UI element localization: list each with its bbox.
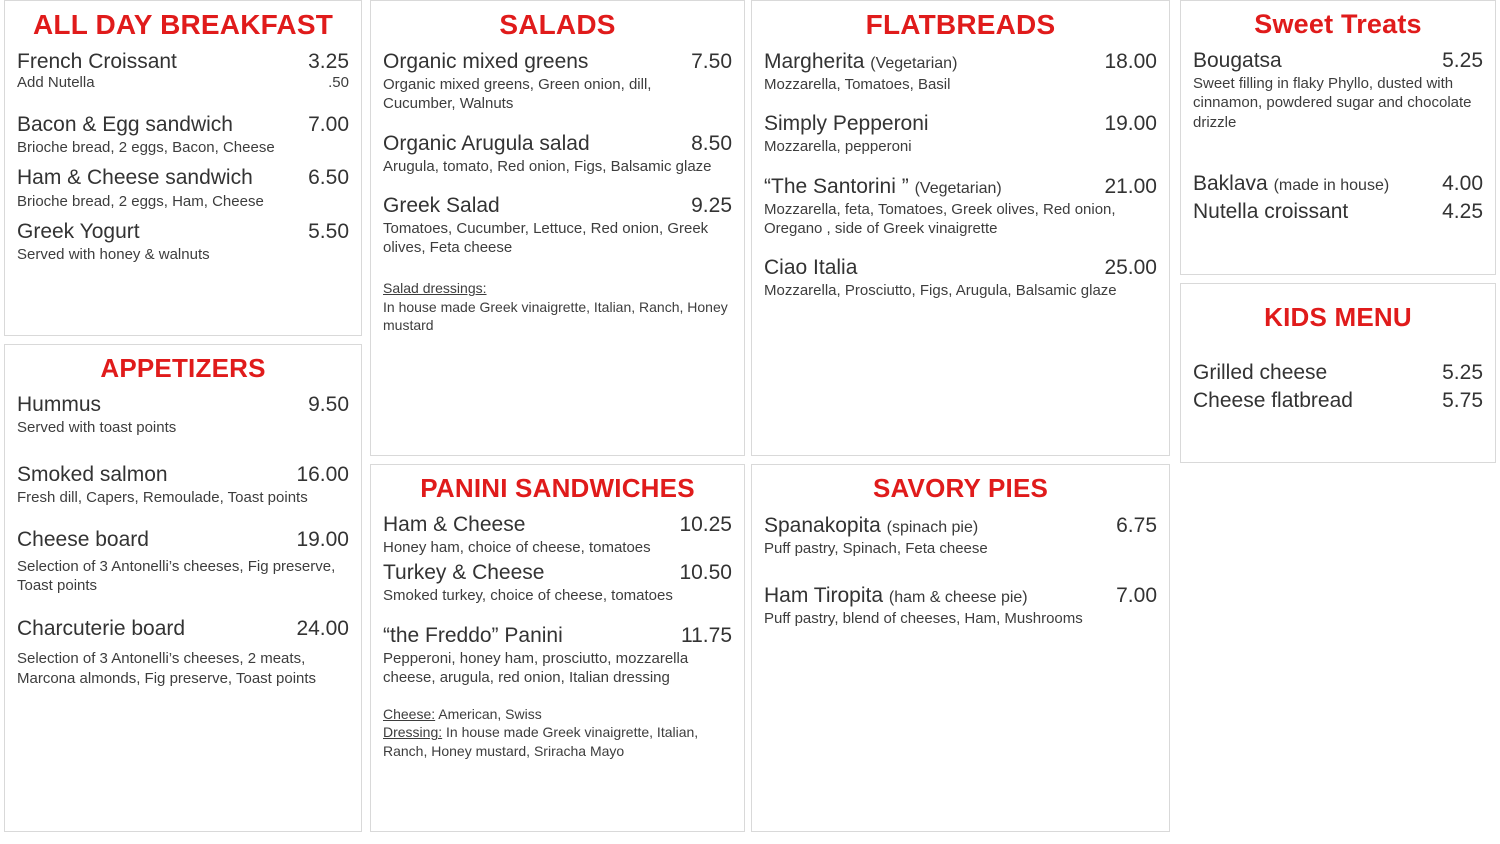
section-title-kids-menu: KIDS MENU: [1264, 302, 1412, 332]
menu-column-3: [751, 0, 1170, 840]
section-title-salads: SALADS: [499, 9, 616, 40]
item-price: 16.00: [296, 463, 349, 487]
section-flatbreads: [751, 0, 1170, 456]
panini-notes: [383, 705, 732, 760]
section-title-savory-pies: SAVORY PIES: [872, 473, 1049, 503]
item-price: 9.50: [308, 393, 349, 416]
item-name: Smoked salmon: [17, 463, 168, 487]
cheese-note: [383, 705, 732, 723]
item-price: 5.75: [1442, 389, 1483, 413]
item-qualifier: (made in house): [1273, 176, 1390, 194]
item-name: Grilled cheese: [1193, 361, 1328, 384]
item-description: Tomatoes, Cucumber, Lettuce, Red onion, Greek olives, Feta cheese: [383, 219, 709, 257]
item-name: Bougatsa: [1193, 49, 1282, 72]
menu-item: [764, 50, 1157, 94]
section-title-all-day-breakfast: ALL DAY BREAKFAST: [32, 9, 334, 40]
item-description: Mozzarella, feta, Tomatoes, Greek olives, Red onion, Oregano , side of Greek vinaigrette: [764, 200, 1116, 237]
menu-item: [764, 175, 1157, 239]
menu-item: [383, 50, 732, 114]
item-description: Mozzarella, Tomatoes, Basil: [764, 76, 951, 94]
menu-item: [17, 393, 349, 437]
item-name: Greek Salad: [383, 193, 500, 217]
item-price: 18.00: [1104, 50, 1157, 73]
item-addon-price: .50: [328, 74, 349, 92]
item-description: Honey ham, choice of cheese, tomatoes: [383, 539, 651, 557]
section-title-flatbreads: FLATBREADS: [865, 9, 1056, 40]
item-price: 9.25: [691, 193, 732, 217]
item-name: Simply Pepperoni: [764, 112, 929, 136]
item-price: 24.00: [296, 617, 349, 641]
item-qualifier: (Vegetarian): [914, 179, 1002, 197]
menu-item: [17, 50, 349, 91]
section-salads: [370, 0, 745, 456]
item-description: Mozzarella, Prosciutto, Figs, Arugula, Balsamic glaze: [764, 282, 1117, 300]
menu-column-4: [1180, 0, 1496, 471]
menu-item: [383, 132, 732, 176]
menu-item: [17, 463, 349, 507]
item-description: Sweet filling in flaky Phyllo, dusted with cinnamon, powdered sugar and chocolate drizzle: [1193, 75, 1472, 131]
item-price: 8.50: [691, 131, 732, 155]
menu-item: [17, 220, 349, 264]
item-description: Brioche bread, 2 eggs, Bacon, Cheese: [17, 139, 275, 157]
item-name: “The Santorini ” (Vegetarian): [764, 174, 1002, 198]
item-name: Charcuterie board: [17, 617, 186, 641]
item-name: French Croissant: [17, 50, 177, 73]
item-name: Spanakopita (spinach pie): [764, 514, 979, 537]
item-price: 4.00: [1442, 171, 1483, 195]
item-price: 25.00: [1104, 256, 1157, 280]
section-savory-pies: [751, 464, 1170, 832]
menu-item: [383, 624, 732, 688]
menu-item: [17, 113, 349, 157]
item-description: Brioche bread, 2 eggs, Ham, Cheese: [17, 192, 264, 210]
item-description: Organic mixed greens, Green onion, dill, Cucumber, Walnuts: [383, 76, 652, 113]
item-description: Mozzarella, pepperoni: [764, 138, 912, 156]
item-price: 7.00: [1116, 584, 1157, 608]
item-price: 7.00: [308, 113, 349, 137]
item-description: Selection of 3 Antonelli’s cheeses, 2 meats, Marcona almonds, Fig preserve, Toast points: [17, 650, 317, 687]
item-description: Arugula, tomato, Red onion, Figs, Balsamic glaze: [383, 157, 712, 175]
item-description: Puff pastry, blend of cheeses, Ham, Mushrooms: [764, 610, 1083, 628]
menu-item: [17, 528, 349, 596]
item-name: Margherita (Vegetarian): [764, 50, 958, 73]
menu-item: [1193, 49, 1483, 132]
menu-item: [764, 514, 1157, 558]
item-price: 5.50: [308, 219, 349, 243]
item-price: 3.25: [308, 50, 349, 73]
menu-item: [764, 256, 1157, 300]
menu-item: [1193, 361, 1483, 385]
item-name: Baklava (made in house): [1193, 171, 1390, 195]
note-text: In house made Greek vinaigrette, Italian, Ranch, Honey mustard: [383, 298, 728, 333]
note-label: Cheese:: [383, 706, 436, 723]
section-appetizers: [4, 344, 362, 832]
menu-item: [17, 166, 349, 210]
item-name: Greek Yogurt: [17, 219, 140, 243]
item-name: “the Freddo” Panini: [383, 623, 563, 647]
item-name: Turkey & Cheese: [383, 561, 545, 585]
menu-column-2: [370, 0, 745, 840]
item-name: Cheese flatbread: [1193, 389, 1353, 413]
note-text: In house made Greek vinaigrette, Italian, Ranch, Honey mustard, Sriracha Mayo: [383, 724, 699, 759]
menu-item: [1193, 389, 1483, 413]
item-description: Pepperoni, honey ham, prosciutto, mozzarella cheese, arugula, red onion, Italian dressing: [383, 649, 689, 686]
menu-item: [764, 112, 1157, 156]
item-name: Nutella croissant: [1193, 199, 1349, 223]
item-name: Ham & Cheese: [383, 513, 526, 536]
item-price: 7.50: [691, 50, 732, 73]
item-name: Ham Tiropita (ham & cheese pie): [764, 584, 1028, 608]
menu-item: [764, 584, 1157, 628]
section-kids-menu: [1180, 283, 1496, 463]
item-name: Organic mixed greens: [383, 50, 589, 73]
item-qualifier: (spinach pie): [886, 519, 979, 536]
item-name: Organic Arugula salad: [383, 131, 590, 155]
section-title-appetizers: APPETIZERS: [100, 353, 266, 383]
note-label: Dressing:: [383, 724, 443, 741]
item-price: 10.25: [679, 513, 732, 536]
item-description: Smoked turkey, choice of cheese, tomatoes: [383, 587, 673, 605]
item-qualifier: (ham & cheese pie): [888, 589, 1028, 607]
section-all-day-breakfast: [4, 0, 362, 336]
item-price: 19.00: [296, 527, 349, 551]
item-price: 6.50: [308, 166, 349, 190]
section-title-panini-sandwiches: PANINI SANDWICHES: [420, 473, 695, 503]
item-price: 6.75: [1116, 514, 1157, 537]
section-panini-sandwiches: [370, 464, 745, 832]
item-price: 5.25: [1442, 361, 1483, 384]
note-text: American, Swiss: [435, 706, 542, 723]
item-price: 21.00: [1104, 174, 1157, 198]
note-label: Salad dressings:: [383, 280, 487, 297]
menu-item: [383, 513, 732, 557]
menu-item: [17, 617, 349, 688]
item-addon-name: Add Nutella: [17, 74, 95, 92]
item-price: 5.25: [1442, 49, 1483, 72]
item-price: 4.25: [1442, 199, 1483, 223]
item-name: Bacon & Egg sandwich: [17, 113, 233, 137]
item-price: 11.75: [681, 623, 732, 647]
item-price: 19.00: [1104, 112, 1157, 136]
menu-item: [383, 194, 732, 258]
menu-column-1: [4, 0, 362, 840]
item-name: Ciao Italia: [764, 256, 858, 280]
menu-item: [383, 561, 732, 605]
item-name: Ham & Cheese sandwich: [17, 166, 253, 190]
menu-item: [1193, 200, 1483, 224]
item-qualifier: (Vegetarian): [870, 55, 958, 72]
dressing-note: [383, 723, 732, 759]
item-description: Served with toast points: [17, 419, 177, 437]
item-description: Puff pastry, Spinach, Feta cheese: [764, 540, 988, 558]
salad-dressings-note: [383, 279, 732, 334]
menu-item: [1193, 172, 1483, 196]
item-price: 10.50: [679, 561, 732, 585]
section-sweet-treats: [1180, 0, 1496, 275]
item-description: Selection of 3 Antonelli’s cheeses, Fig preserve, Toast points: [17, 557, 336, 594]
item-description: Fresh dill, Capers, Remoulade, Toast points: [17, 489, 308, 507]
item-name: Cheese board: [17, 527, 149, 551]
item-name: Hummus: [17, 393, 102, 416]
section-title-sweet-treats: Sweet Treats: [1254, 9, 1422, 39]
item-description: Served with honey & walnuts: [17, 245, 210, 263]
